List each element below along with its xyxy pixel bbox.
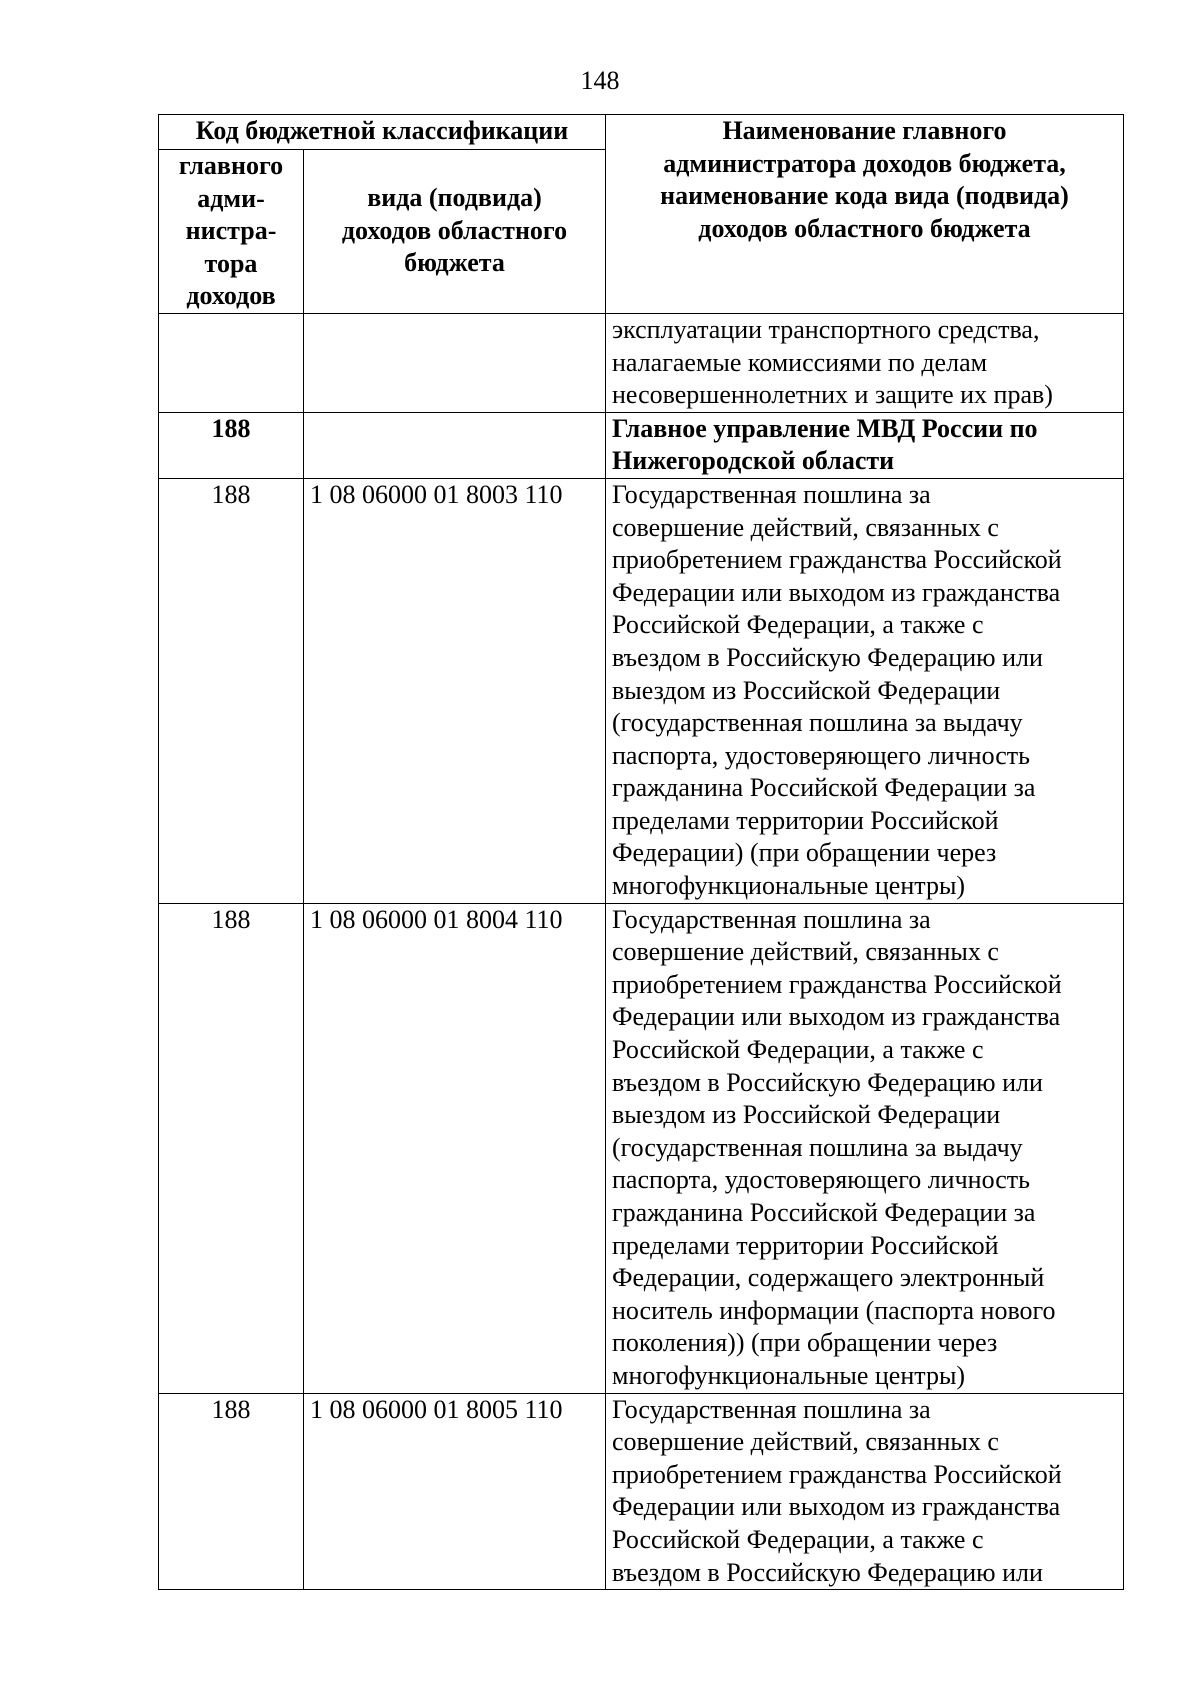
name-cell: [606, 412, 1124, 478]
name-line: Федерации) (при обращении через: [612, 838, 997, 868]
name-line: выездом из Российской Федерации: [612, 675, 1001, 705]
name-line: многофункциональные центры): [612, 1360, 966, 1390]
name-line: многофункциональные центры): [612, 871, 966, 901]
name-cell: [606, 903, 1124, 1393]
admin-code-cell: 188: [159, 1393, 304, 1590]
budget-classification-table: [158, 114, 1124, 1590]
table-row: [159, 313, 1124, 412]
header-name-line: администратора доходов бюджета,: [663, 148, 1066, 178]
name-line: приобретением гражданства Российской: [612, 969, 1062, 999]
name-line: совершение действий, связанных с: [612, 1427, 999, 1457]
admin-code-cell: 188: [159, 412, 304, 478]
name-line: пределами территории Российской: [612, 1230, 999, 1260]
table-body: [159, 313, 1124, 1589]
name-line: въездом в Российскую Федерацию или: [612, 1067, 1043, 1097]
name-line: Федерации или выходом из гражданства: [612, 1002, 1061, 1032]
name-line: Главное управление МВД России по: [612, 413, 1038, 443]
admin-code-cell: [159, 313, 304, 412]
name-line: гражданина Российской Федерации за: [612, 1198, 1036, 1227]
name-line: носитель информации (паспорта нового: [612, 1295, 1056, 1325]
header-name-line: наименование кода вида (подвида): [660, 181, 1069, 211]
name-line: (государственная пошлина за выдачу: [612, 1132, 1023, 1162]
income-code-cell: 1 08 06000 01 8004 110: [304, 903, 606, 1393]
table-row: [159, 412, 1124, 478]
name-line: Российской Федерации, а также с: [612, 610, 984, 640]
header-name-line: Наименование главного: [722, 116, 1007, 145]
header-admin-line: адми-: [197, 183, 265, 213]
name-line: эксплуатации транспортного средства,: [612, 314, 1040, 344]
page-number: 148: [580, 66, 620, 95]
income-code-cell: [304, 313, 606, 412]
name-line: паспорта, удостоверяющего личность: [612, 1165, 1030, 1195]
name-line: приобретением гражданства Российской: [612, 545, 1062, 575]
name-line: Федерации или выходом из гражданства: [612, 577, 1061, 607]
name-line: Российской Федерации, а также с: [612, 1524, 984, 1554]
header-admin-line: главного: [178, 151, 284, 180]
name-line: въездом в Российскую Федерацию или: [612, 1557, 1043, 1587]
name-line: (государственная пошлина за выдачу: [612, 708, 1023, 738]
name-line: совершение действий, связанных с: [612, 512, 999, 542]
header-type-line: вида (подвида): [367, 183, 542, 212]
header-admin-line: доходов: [186, 281, 276, 311]
name-cell: [606, 1393, 1124, 1590]
header-type-line: бюджета: [404, 248, 505, 278]
income-code-cell: 1 08 06000 01 8003 110: [304, 478, 606, 903]
header-type-line: доходов областного: [341, 215, 568, 245]
name-line: налагаемые комиссиями по делам: [612, 347, 988, 377]
table-header: [159, 115, 1124, 314]
name-line: Государственная пошлина за: [612, 904, 931, 934]
header-admin-line: нистра-: [185, 216, 277, 246]
table-row: [159, 1393, 1124, 1590]
name-line: Федерации или выходом из гражданства: [612, 1492, 1061, 1522]
table-row: [159, 478, 1124, 903]
header-income-type-code: [304, 150, 606, 314]
name-line: Российской Федерации, а также с: [612, 1035, 984, 1065]
header-budget-classification-code: Код бюджетной классификации: [159, 115, 606, 150]
admin-code-cell: 188: [159, 903, 304, 1393]
name-cell: [606, 478, 1124, 903]
header-name-line: доходов областного бюджета: [698, 213, 1031, 243]
name-line: приобретением гражданства Российской: [612, 1459, 1062, 1489]
income-code-cell: [304, 412, 606, 478]
name-line: несовершеннолетних и защите их прав): [612, 380, 1053, 410]
name-line: Федерации, содержащего электронный: [612, 1263, 1045, 1293]
name-line: совершение действий, связанных с: [612, 937, 999, 967]
name-cell: [606, 313, 1124, 412]
admin-code-cell: 188: [159, 478, 304, 903]
name-line: пределами территории Российской: [612, 805, 999, 835]
name-line: гражданина Российской Федерации за: [612, 773, 1036, 803]
name-line: паспорта, удостоверяющего личность: [612, 740, 1030, 770]
table-row: [159, 903, 1124, 1393]
header-admin-code: [159, 150, 304, 314]
income-code-cell: 1 08 06000 01 8005 110: [304, 1393, 606, 1590]
name-line: Государственная пошлина за: [612, 1394, 931, 1424]
header-name: [606, 115, 1124, 314]
name-line: выездом из Российской Федерации: [612, 1100, 1001, 1130]
name-line: въездом в Российскую Федерацию или: [612, 642, 1043, 672]
name-line: Нижегородской области: [612, 446, 895, 476]
header-admin-line: тора: [204, 248, 258, 278]
name-line: Государственная пошлина за: [612, 479, 931, 509]
name-line: поколения)) (при обращении через: [612, 1328, 998, 1358]
